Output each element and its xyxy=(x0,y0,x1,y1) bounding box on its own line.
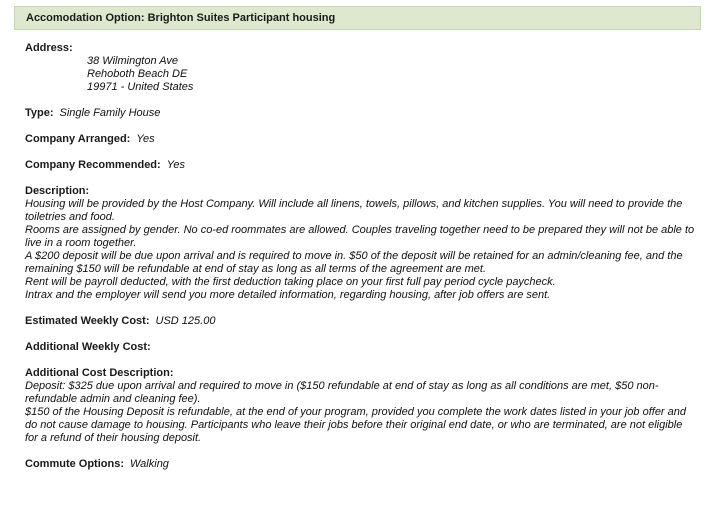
section-header xyxy=(14,6,701,30)
description-paragraph: Intrax and the employer will send you more detailed information, regarding housing, after job offers are sent. xyxy=(25,289,551,301)
company-recommended-label: Company Recommended: xyxy=(25,159,161,171)
commute-options-field xyxy=(25,458,695,471)
commute-options-label: Commute Options: xyxy=(25,458,124,470)
additional-cost-description-field xyxy=(25,367,695,445)
section-title: Accomodation Option: Brighton Suites Participant housing xyxy=(26,12,336,24)
accommodation-details xyxy=(25,42,695,471)
company-recommended-field xyxy=(25,159,695,172)
company-arranged-value: Yes xyxy=(136,133,155,145)
additional-weekly-cost-label: Additional Weekly Cost: xyxy=(25,341,151,353)
description-paragraph: Rent will be payroll deducted, with the first deduction taking place on your first full pay period cycle paycheck. xyxy=(25,276,556,288)
company-recommended-value: Yes xyxy=(166,159,186,171)
commute-options-value: Walking xyxy=(130,458,169,470)
additional-cost-paragraph: Deposit: $325 due upon arrival and required to move in ($150 refundable at end of stay as long as all conditions are met, $50 non-refundable admin and cleaning fee). xyxy=(25,380,659,405)
type-label: Type: xyxy=(25,107,54,119)
description-label: Description: xyxy=(25,185,90,197)
company-arranged-label: Company Arranged: xyxy=(25,133,131,145)
address-field xyxy=(25,42,695,94)
additional-cost-description-label: Additional Cost Description: xyxy=(25,367,174,379)
estimated-weekly-cost-label: Estimated Weekly Cost: xyxy=(25,315,150,327)
type-value: Single Family House xyxy=(59,107,161,119)
additional-cost-paragraph: $150 of the Housing Deposit is refundable, at the end of your program, provided you complete the work dates listed in your job offer and do not cause damage to housing. Participants who leave their jobs before their original end date, or who are terminated, are not eligible for a refund of their housing deposit. xyxy=(25,406,687,444)
description-field xyxy=(25,185,695,302)
address-label: Address: xyxy=(25,42,73,54)
address-line-3: 19971 - United States xyxy=(87,81,194,93)
estimated-weekly-cost-value: USD 125.00 xyxy=(155,315,216,327)
type-field xyxy=(25,107,695,120)
description-paragraph: A $200 deposit will be due upon arrival and is required to move in. $50 of the deposit will be retained for an admin/cleaning fee, and the remaining $150 will be refundable at end of stay as long as all terms of the agreement are met. xyxy=(25,250,683,275)
description-paragraph: Housing will be provided by the Host Company. Will include all linens, towels, pillows, and kitchen supplies. You will need to provide the toiletries and food. xyxy=(25,198,683,223)
address-line-2: Rehoboth Beach DE xyxy=(87,68,188,80)
address-line-1: 38 Wilmington Ave xyxy=(87,55,179,67)
description-paragraph: Rooms are assigned by gender. No co-ed roommates are allowed. Couples traveling together need to be prepared they will not be able to live in a room together. xyxy=(25,224,695,249)
company-arranged-field xyxy=(25,133,695,146)
estimated-weekly-cost-field xyxy=(25,315,695,328)
additional-weekly-cost-field xyxy=(25,341,695,354)
